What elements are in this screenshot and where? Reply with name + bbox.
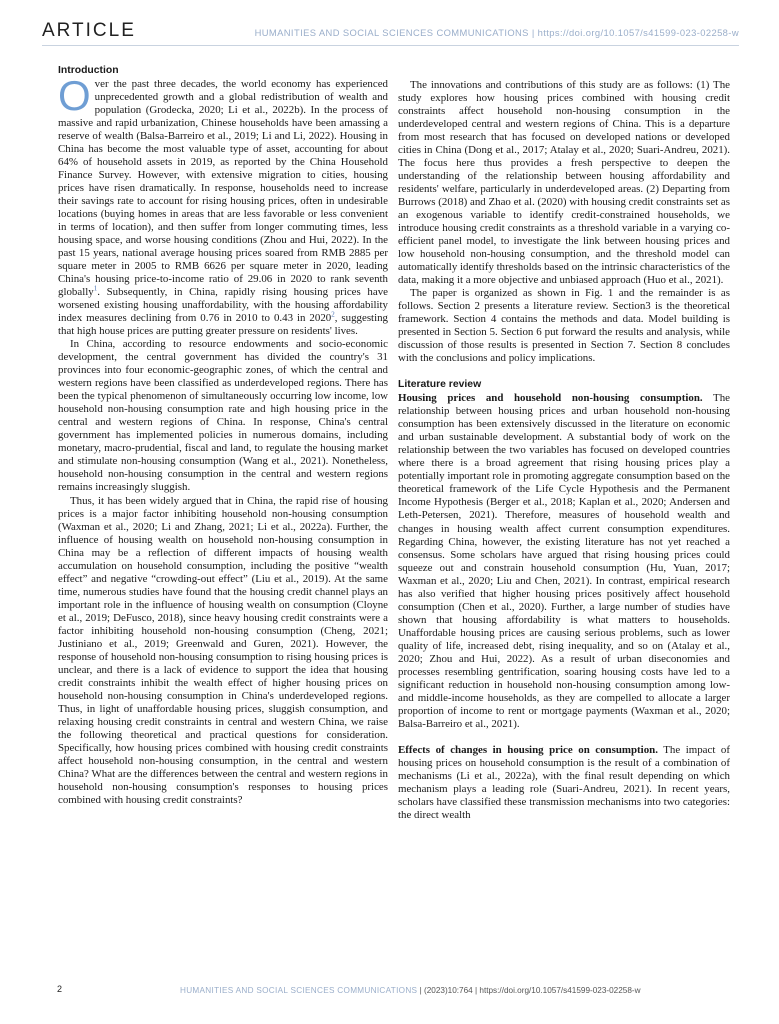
literature-review-heading: Literature review xyxy=(398,379,482,391)
intro-p1-text-b: . Subsequently, in China, rapidly rising housing prices have worsened existing housing unaffordability, with the housing affordability index measures declining from 0.76 in 2010 to 0.43 in 2020 xyxy=(58,286,388,325)
article-label: ARTICLE xyxy=(42,20,136,41)
left-column xyxy=(58,64,388,807)
intro-p1-text-c: , suggesting that high house prices are putting greater pressure on residents' lives. xyxy=(58,312,388,338)
footer-journal: HUMANITIES AND SOCIAL SCIENCES COMMUNICATIONS xyxy=(180,986,418,995)
footnote-1-link[interactable]: 1 xyxy=(93,284,98,293)
header-divider xyxy=(42,45,739,46)
subsection-gap xyxy=(398,731,730,744)
section-gap xyxy=(398,365,730,378)
lit-paragraph-2 xyxy=(398,744,730,822)
lit-paragraph-1 xyxy=(398,392,730,730)
intro-paragraph-2: In China, according to resource endowments and socio-economic development, the central government has divided the country's 31 provinces into four economic-geographic zones, of which the central and western regions have been classified as underdeveloped regions. There has been the typical phenomenon of simultaneously occurring low income, low household non-housing consumption rate and high housing price in the central and western regions of China. In response, China's central government has implemented policies in numerous domains, including monetary, macro-prudential, fiscal and land, to regulate the housing market and stimulate non-housing consumption (Wang et al., 2021). Nonetheless, household non-housing consumption in the central and western regions remains increasingly sluggish. xyxy=(58,338,388,494)
footnote-2-link[interactable]: 2 xyxy=(331,310,335,319)
drop-cap: O xyxy=(58,72,91,119)
lit-p1-text: The relationship between housing prices and urban household non-housing consumption has been extensively discussed in the literature on economic and urban sustainable development. A substantial body of work on the relationship between the two variables has focused on developed countries where there is a broad agreement that rising housing prices play a potentially important role in promoting aggregate consumption based on the theoretical framework of the Life Cycle Hypothesis and the Permanent Income Hypothesis (Berger et al., 2018; Kaplan et al., 2020; Andersen and Leth-Petersen, 2021). Therefore, measures of household wealth and changes in housing wealth affect current consumption expenditures. Regarding China, however, the existing literature has not yet reached a consensus. Some scholars have argued that rising housing prices could squeeze out and constrain household consumption (Hu, Yuan, 2017; Waxman et al., 2020; Liu and Chen, 2021). In contrast, empirical research has also verified that higher housing prices positively affect household consumption (Chen et al., 2020). Further, a large number of studies have shown that housing affordability is what matters to households. Unaffordable housing prices are causing serious problems, such as lower quality of life, increased debt, rising inequality, and so on (Atalay et al., 2020; Zhou and Hui, 2022). As a result of urban diseconomies and processes resembling gentrification, soaring housing costs have led to a significant reduction in household non-housing consumption among low- and middle-income households, as they are compelled to allocate a larger proportion of income to rent or mortgage payments (Waxman et al., 2020; Balsa-Barreiro et al., 2021). xyxy=(398,392,730,730)
subsection-heading-2: Effects of changes in housing price on consumption. xyxy=(398,743,658,756)
intro-p1-text: ver the past three decades, the world economy has experienced unprecedented growth and a global redistribution of wealth and population (Grodecka, 2020; Li et al., 2022b). In the process of massive and rapid urbanization, Chinese households have been amassing a reserve of wealth (Balsa-Barreiro et al., 2019; Li and Li, 2022). Housing in China has become the most valuable type of asset, accounting for about 64% of household assets in 2019, as reported by the China Household Finance Survey. However, with extensive migration to cities, housing prices have risen dramatically. In response, households need to increase their savings rate to account for rising housing prices, often in undesirable locations (buying homes in areas that are less favorable or less convenient in terms of location), and then suffer from longer commuting times, less housing space, and worse housing conditions (Zhou and Hui, 2022). In the past 15 years, national average housing prices soared from RMB 2885 per square meter in 2005 to RMB 6626 per square meter in 2020, leading China's housing price-to-income ratio of 29.06 in 2020 to rank seventh globally xyxy=(58,78,388,299)
subsection-heading-1: Housing prices and household non-housing consumption. xyxy=(398,392,703,405)
right-column xyxy=(398,79,730,822)
journal-doi-header[interactable]: HUMANITIES AND SOCIAL SCIENCES COMMUNICATIONS | https://doi.org/10.1057/s41599-023-02258-w xyxy=(254,27,739,38)
introduction-heading: Introduction xyxy=(58,65,119,76)
intro-paragraph-3: Thus, it has been widely argued that in China, the rapid rise of housing prices is a major factor inhibiting household non-housing consumption (Waxman et al., 2020; Li and Zhang, 2021; Li et al., 2022a). Further, the influence of housing wealth on household non-housing consumption in China may be a reflection of different impacts of housing wealth accumulation on household consumption, including the positive “wealth effect” and negative “crowding-out effect” (Liu et al., 2019). At the same time, numerous studies have found that the housing credit channel plays an important role in the influence of housing wealth on consumption (Cloyne et al., 2019; DeFusco, 2018), since heavy housing credit constraints were a factor inhibiting household non-housing consumption (Cheng, 2021; Justiniano et al., 2019; Greenwald and Guren, 2021). However, the response of household non-housing consumption to rising housing prices is unclear, and there is a lack of evidence to support the idea that housing credit constraints inhibit the wealth effect of higher housing prices on household non-housing consumption in China's underdeveloped regions. Thus, in light of unaffordable housing prices, sluggish consumption, and relaxing housing credit constraints in central and western China, we raise the following theoretical and practical questions for consideration. Specifically, how housing prices combined with housing credit constraints affect household non-housing consumption, in the central and western China? What are the differences between the central and western regions in household non-housing consumption's responses to housing prices combined with housing credit constraints? xyxy=(58,494,388,806)
contributions-paragraph: The innovations and contributions of this study are as follows: (1) The study explores how housing prices combined with housing credit constraints affect household non-housing consumption in the underdeveloped central and western regions of China. This is a departure from most research that has focused on developed nations or developed cities in China (Dong et al., 2017; Atalay et al., 2020; Suari-Andreu, 2021). The focus here thus provides a fresh perspective to deepen the understanding of the relationship between housing affordability and residents' welfare, particularly in underdeveloped areas. (2) Departing from Burrows (2018) and Zhao et al. (2020) with housing credit constraints set as an exogenous variable to identify credit-constrained households, we introduce housing credit constraints as a threshold variable in a varying co-efficient panel model, to investigate the link between housing prices and low household non-housing consumption, and the threshold model can automatically identify thresholds based on the intrinsic characteristics of the data, making it a more objective and unbiased approach (Huo et al., 2021). xyxy=(398,79,730,287)
page-number: 2 xyxy=(57,984,63,994)
organization-paragraph: The paper is organized as shown in Fig. 1 and the remainder is as follows. Section 2 presents a literature review. Section3 is the theoretical framework. Section 4 contains the methods and data. Model building is presented in Section 5. Section 6 put forward the results and analysis, while discussion of those results is presented in Section 7. Section 8 concludes with the conclusions and policy implications. xyxy=(398,287,730,365)
lit-p2-text: The impact of housing prices on household consumption is the result of a combination of mechanisms (Li et al., 2022a), with the final result depending on which mechanism plays a leading role (Suari-Andreu, 2021). In recent years, scholars have classified these transmission mechanisms into two categories: the direct wealth xyxy=(398,743,730,821)
footer-citation[interactable] xyxy=(180,986,641,995)
footer-doi[interactable]: | (2023)10:764 | https://doi.org/10.1057/s41599-023-02258-w xyxy=(417,986,641,995)
intro-paragraph-1 xyxy=(58,72,388,338)
